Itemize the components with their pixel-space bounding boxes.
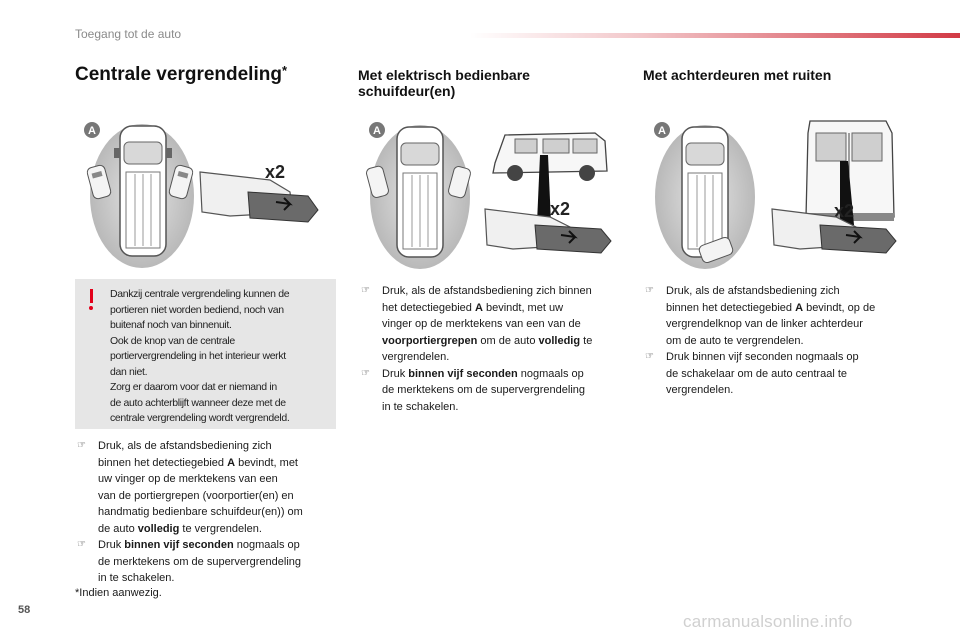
press-count: x2 <box>550 199 571 219</box>
instruction-line <box>382 300 626 317</box>
instruction-line: Druk, als de afstandsbediening zich binnen <box>382 285 592 297</box>
van-side-view <box>493 133 607 181</box>
column-1-instructions <box>77 438 335 587</box>
instruction-line: van de portiergrepen (voorportier(en) en <box>98 489 294 502</box>
instruction-item <box>361 366 626 416</box>
instruction-line <box>666 300 905 317</box>
column-3-instructions <box>645 283 905 399</box>
instruction-line: de merktekens om de supervergrendeling <box>98 555 302 568</box>
text-run: te vergrendelen. <box>179 522 262 535</box>
page-title-text: Centrale vergrendeling <box>75 64 282 85</box>
instruction-line: vergrendelknop van de linker achterdeur <box>666 318 863 330</box>
emphasis: volledig <box>538 334 581 347</box>
emphasis: binnen vijf seconden <box>124 539 234 551</box>
text-run: bevindt, met <box>235 456 298 469</box>
pointing-hand-icon: ☞ <box>361 367 370 379</box>
text-run: Druk <box>98 539 125 551</box>
pointing-hand-icon: ☞ <box>361 285 370 296</box>
warning-line: centrale vergrendeling wordt vergrendeld. <box>110 412 290 424</box>
instruction-item <box>361 283 626 366</box>
warning-line: Zorg er daarom voor dat er niemand in <box>110 381 277 393</box>
instruction-line <box>98 537 335 554</box>
warning-line: Ook de knop van de centrale <box>110 334 235 347</box>
warning-line: buitenaf noch van binnenuit. <box>110 319 232 331</box>
pointing-hand-icon: ☞ <box>77 440 86 451</box>
text-run: bevindt, op de <box>803 301 876 314</box>
column-3-title: Met achterdeuren met ruiten <box>643 67 832 83</box>
emphasis: voorportiergrepen <box>382 334 478 347</box>
instruction-line: om de auto te vergrendelen. <box>666 334 804 347</box>
warning-line: dan niet. <box>110 365 148 378</box>
column-2-title <box>358 67 608 99</box>
instruction-line: Druk binnen vijf seconden nogmaals op <box>666 351 859 363</box>
emphasis: volledig <box>137 522 180 535</box>
illustration-electric-sliding-door <box>365 113 615 273</box>
text-run: om de auto <box>477 334 539 347</box>
page-number: 58 <box>18 604 31 616</box>
zone-label: A <box>88 125 96 137</box>
instruction-line <box>98 455 335 472</box>
text-run: binnen het detectiegebied <box>666 301 796 314</box>
warning-box <box>75 279 336 429</box>
press-count: x2 <box>834 201 855 221</box>
instruction-line: vergrendelen. <box>666 384 734 396</box>
column-2-title-line-1: Met elektrisch bedienbare <box>358 67 530 83</box>
pointing-hand-icon: ☞ <box>645 285 654 296</box>
text-run: te <box>580 334 593 347</box>
instruction-line: uw vinger op de merktekens van een <box>98 473 278 485</box>
illustration-rear-doors <box>650 113 905 273</box>
warning-line: de auto achterblijft wanneer deze met de <box>110 396 286 409</box>
text-run: binnen het detectiegebied <box>98 456 228 469</box>
warning-text <box>110 287 332 427</box>
zone-ref: A <box>795 301 804 314</box>
instruction-item <box>645 283 905 349</box>
column-2-instructions <box>361 283 626 415</box>
instruction-item <box>77 537 335 587</box>
pointing-hand-icon: ☞ <box>645 351 654 362</box>
watermark: carmanualsonline.info <box>683 612 853 631</box>
warning-line: Dankzij centrale vergrendeling kunnen de <box>110 288 290 300</box>
pointing-hand-icon: ☞ <box>77 539 86 550</box>
text-run: het detectiegebied <box>382 301 475 314</box>
footnote: *Indien aanwezig. <box>75 587 162 599</box>
page-title <box>75 63 287 86</box>
emphasis: binnen vijf seconden <box>408 367 518 380</box>
zone-ref: A <box>474 301 483 314</box>
instruction-line: Druk, als de afstandsbediening zich <box>666 285 840 297</box>
text-run: nogmaals op <box>517 367 584 380</box>
header-rule <box>470 33 960 38</box>
title-footnote-mark: * <box>281 63 288 78</box>
warning-line: portiervergrendeling in het interieur werkt <box>110 350 286 362</box>
text-run: nogmaals op <box>233 539 300 551</box>
instruction-line: in te schakelen. <box>382 400 459 413</box>
warning-exclamation-icon <box>89 289 95 310</box>
column-2-title-line-2: schuifdeur(en) <box>358 83 456 99</box>
door-handle-hand-icon <box>200 172 318 222</box>
instruction-line: de schakelaar om de auto centraal te <box>666 367 848 380</box>
van-top-view <box>682 127 728 257</box>
text-run: Druk <box>382 367 409 380</box>
section-header: Toegang tot de auto <box>75 27 182 41</box>
instruction-item <box>77 438 335 537</box>
zone-label: A <box>658 125 666 137</box>
illustration-central-locking <box>80 114 320 274</box>
warning-line: portieren niet worden bediend, noch van <box>110 303 284 316</box>
instruction-line: in te schakelen. <box>98 572 175 584</box>
instruction-item <box>645 349 905 399</box>
instruction-line <box>382 333 626 350</box>
instruction-line <box>98 521 335 538</box>
text-run: bevindt, met uw <box>482 301 564 314</box>
press-count: x2 <box>265 162 286 182</box>
zone-ref: A <box>227 456 236 469</box>
instruction-line <box>382 366 626 383</box>
instruction-line: handmatig bedienbare schuifdeur(en)) om <box>98 506 303 518</box>
instruction-line: Druk, als de afstandsbediening zich <box>98 440 272 452</box>
text-run: de auto <box>98 522 138 535</box>
van-top-view <box>397 127 443 257</box>
zone-label: A <box>373 125 381 137</box>
instruction-line: de merktekens om de supervergrendeling <box>382 384 586 396</box>
instruction-line: vinger op de merktekens van een van de <box>382 318 581 330</box>
van-top-view <box>114 126 172 256</box>
instruction-line: vergrendelen. <box>382 351 450 363</box>
